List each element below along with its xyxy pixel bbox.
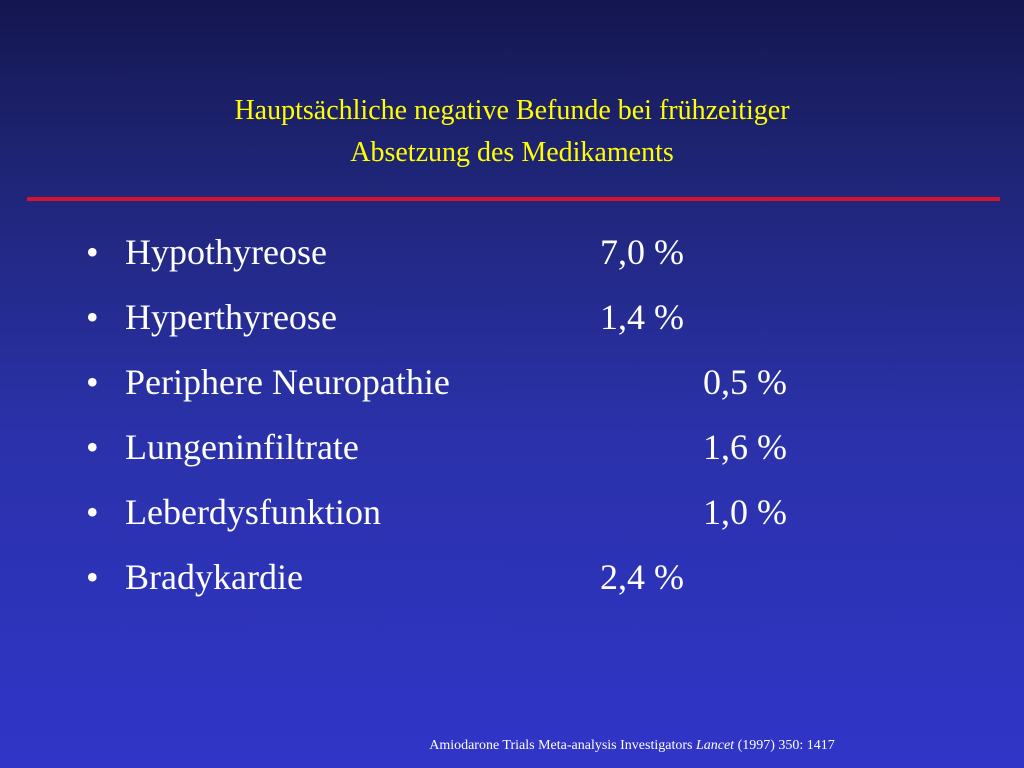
item-label: Hypothyreose: [125, 232, 327, 272]
list-item-lungeninfiltrate: [0, 417, 1024, 477]
slide-title: [0, 90, 1024, 174]
list-item-bradykardie: [0, 547, 1024, 607]
bullet-icon: •: [86, 427, 99, 467]
title-divider: [27, 197, 1000, 201]
item-label: Hyperthyreose: [125, 297, 337, 337]
item-label: Lungeninfiltrate: [125, 427, 359, 467]
bullet-icon: •: [86, 232, 99, 272]
citation-authors: Amiodarone Trials Meta-analysis Investigators: [429, 738, 696, 753]
title-line-2: Absetzung des Medikaments: [350, 137, 674, 168]
bullet-icon: •: [86, 297, 99, 337]
list-item-hypothyreose: [0, 222, 1024, 282]
bullet-icon: •: [86, 557, 99, 597]
title-line-1: Hauptsächliche negative Befunde bei frühzeitiger: [234, 95, 790, 126]
bullet-list: [0, 222, 1024, 622]
source-citation: [0, 737, 1024, 755]
list-item-leberdysfunktion: [0, 482, 1024, 542]
bullet-icon: •: [86, 362, 99, 402]
item-value: 7,0 %: [600, 232, 684, 272]
item-value: 1,6 %: [703, 427, 787, 467]
item-value: 1,4 %: [600, 297, 684, 337]
citation-details: (1997) 350: 1417: [734, 738, 835, 753]
item-label: Bradykardie: [125, 557, 303, 597]
list-item-periphere-neuropathie: [0, 352, 1024, 412]
item-value: 0,5 %: [703, 362, 787, 402]
item-label: Leberdysfunktion: [125, 492, 381, 532]
list-item-hyperthyreose: [0, 287, 1024, 347]
item-label: Periphere Neuropathie: [125, 362, 450, 402]
bullet-icon: •: [86, 492, 99, 532]
item-value: 2,4 %: [600, 557, 684, 597]
item-value: 1,0 %: [703, 492, 787, 532]
citation-journal: Lancet: [695, 738, 735, 753]
